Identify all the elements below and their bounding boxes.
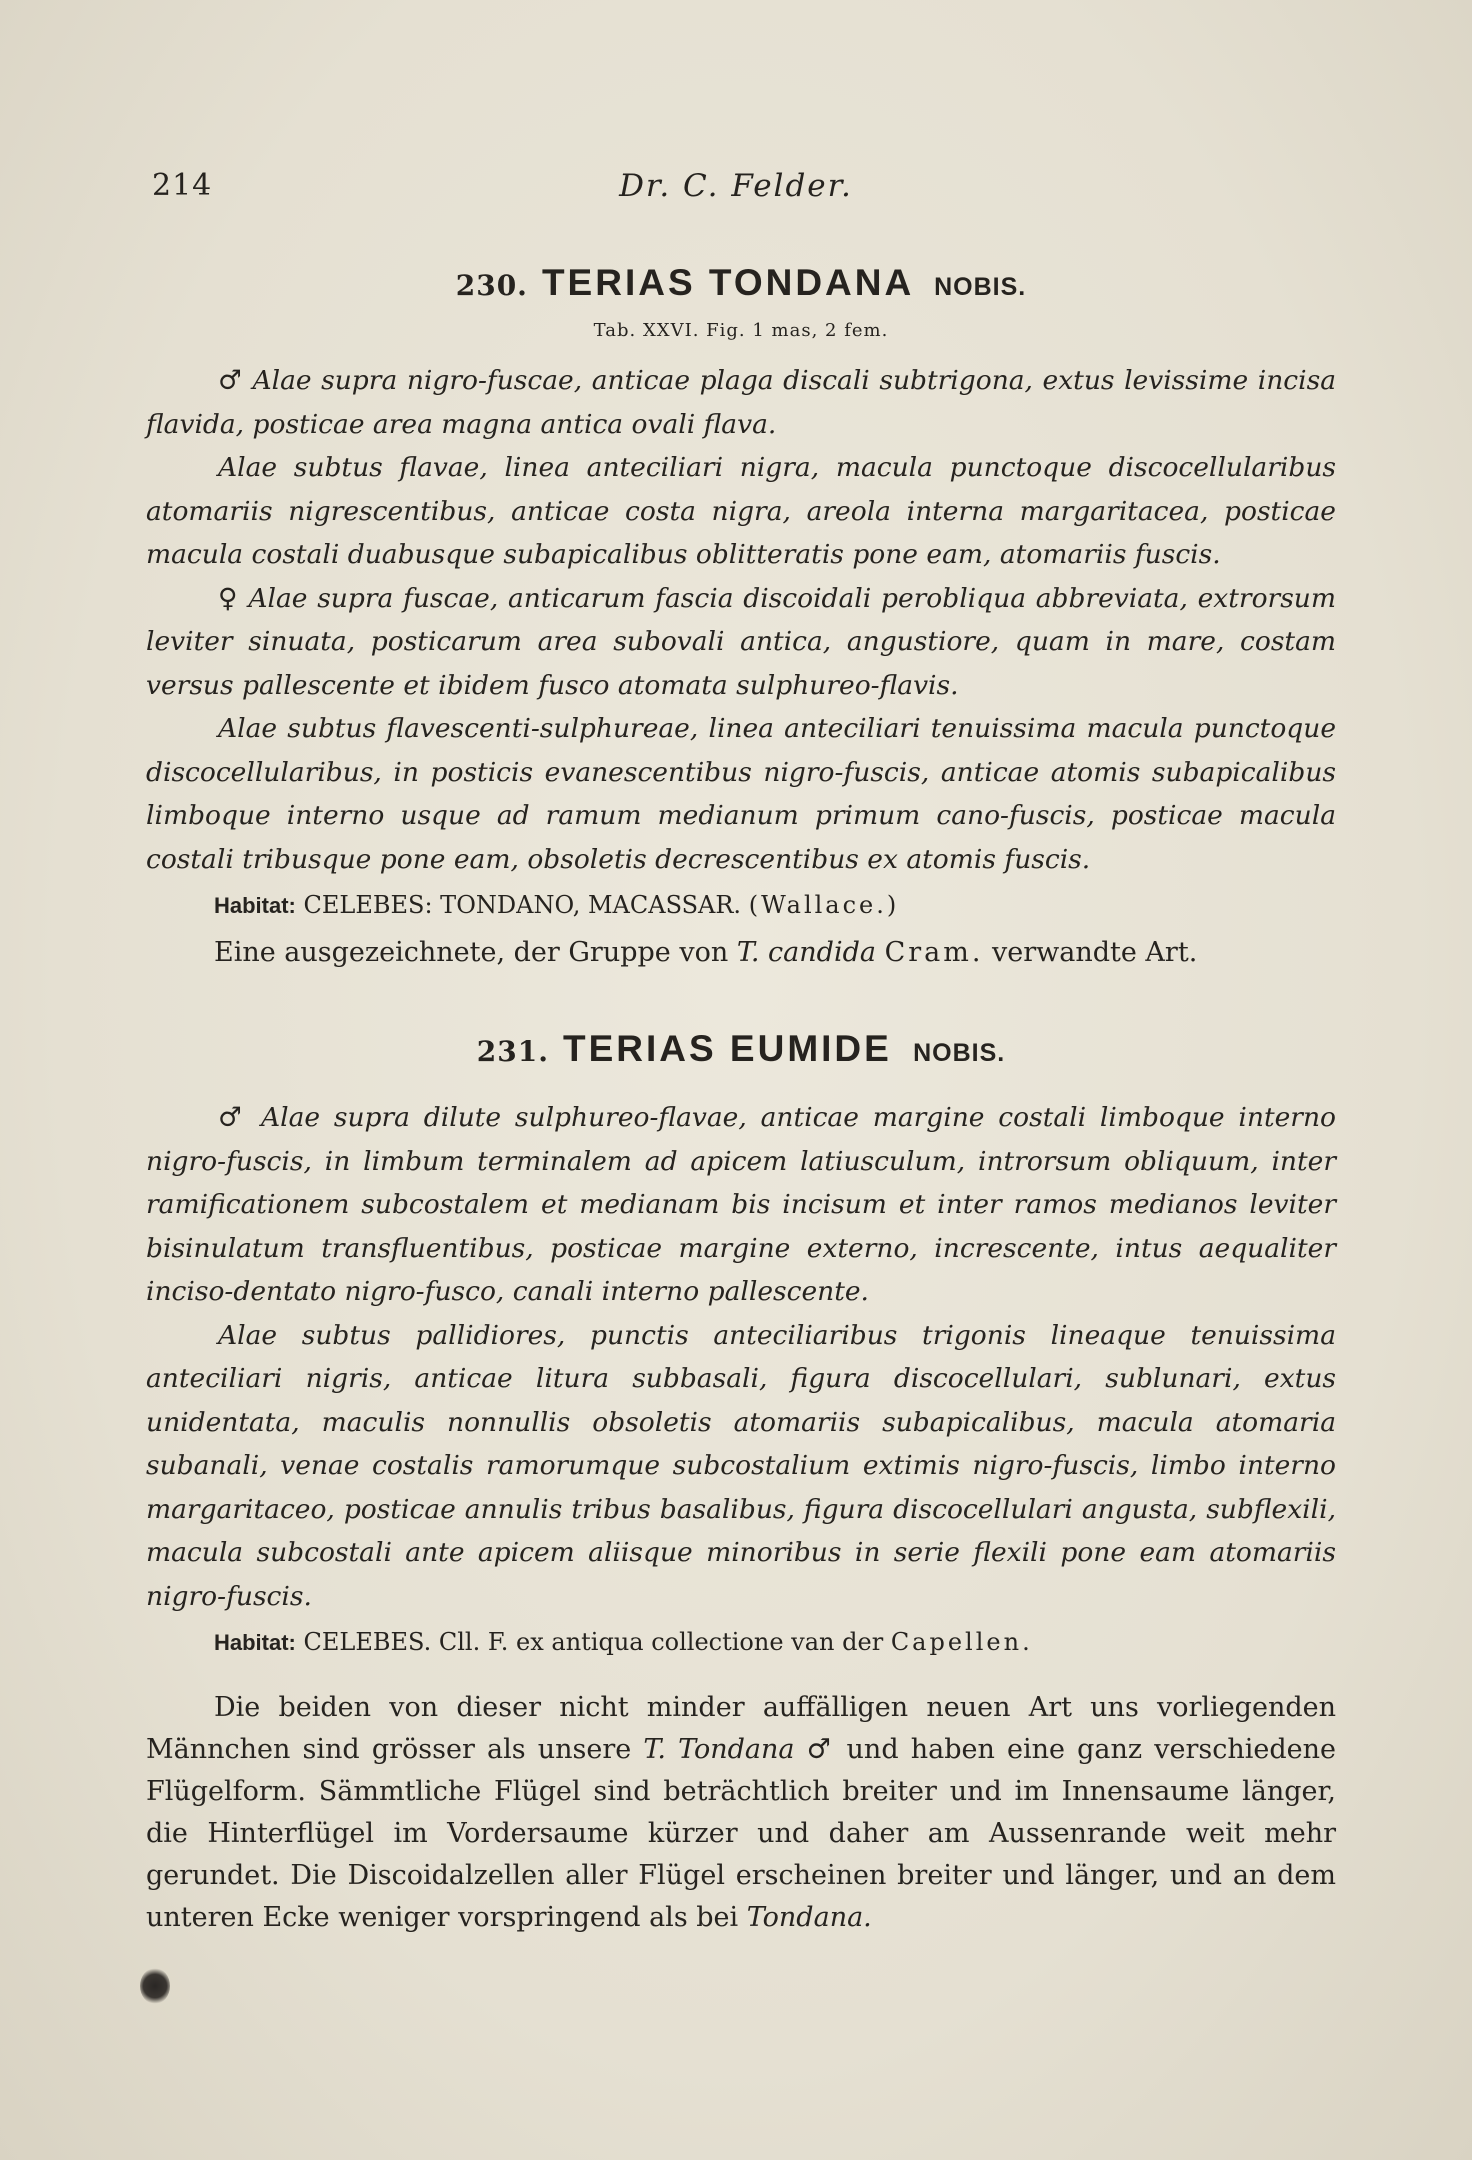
species-heading-231 (146, 1028, 1336, 1070)
species-number: 230. (455, 269, 528, 302)
species-author: NOBIS. (934, 273, 1027, 301)
habitat-text: CELEBES. Cll. F. ex antiqua collectione van der (303, 1628, 884, 1656)
description-male-upper: ♂ Alae supra dilute sulphureo-flavae, anticae margine costali limboque interno nigro-fuscis, in limbum terminalem ad apicem latiusculum, introrsum obliquum, inter ramificationem subcostalem et medianam bis incisum et inter ramos medianos leviter bisinulatum transfluentibus, posticae margine externo, increscente, intus aequaliter inciso-dentato nigro-fusco, canali interno pallescente. (146, 1102, 1336, 1307)
species-number: 231. (476, 1035, 549, 1068)
note-text-continued: ♂ und haben eine ganz verschiedene Flügelform. Sämmtliche Flügel sind beträchtlich breiter und im Innensaume länger, die Hinterflügel im Vordersaume kürzer und daher am Aussenrande weit mehr gerundet. Die Discoidalzellen aller Flügel erscheinen breiter und länger, und an dem unteren Ecke weniger vorspringend als bei (146, 1734, 1336, 1933)
running-head (0, 168, 1472, 218)
note-author: Cram. (884, 937, 984, 968)
page-number: 214 (152, 168, 213, 203)
running-title: Dr. C. Felder. (619, 168, 853, 204)
description-female-upper: ♀ Alae supra fuscae, anticarum fascia discoidali perobliqua abbreviata, extrorsum leviter sinuata, posticarum area subovali antica, angustiore, quam in mare, costam versus pallescente et ibidem fusco atomata sulphureo-flavis. (146, 582, 1336, 701)
species-heading-230 (146, 262, 1336, 304)
description-male-upper: ♂ Alae supra nigro-fuscae, anticae plaga discali subtrigona, extus levissime incisa flavida, posticae area magna antica ovali flava. (146, 365, 1336, 440)
habitat-label: Habitat: (214, 1630, 296, 1655)
note-231 (146, 1687, 1336, 1939)
description-female-under: Alae subtus flavescenti-sulphureae, linea anteciliari tenuissima macula punctoque discocellularibus, in posticis evanescentibus nigro-fuscis, anticae atomis subapicalibus limboque interno usque ad ramum medianum primum cano-fuscis, posticae macula costali tribusque pone eam, obsoletis decrescentibus ex atomis fuscis. (146, 713, 1336, 875)
note-text-end: verwandte Art. (983, 937, 1198, 968)
habitat-collector: (Wallace.) (748, 891, 900, 919)
species-name: TERIAS EUMIDE (562, 1028, 892, 1069)
note-species-ref: T. Tondana (643, 1734, 795, 1765)
note-230 (146, 932, 1336, 974)
ink-blot (140, 1968, 170, 2004)
habitat-230 (214, 885, 1336, 926)
note-text: Die beiden von dieser nicht minder auffälligen neuen Art uns vorliegenden Männchen sind grösser als unsere (146, 1692, 1336, 1765)
habitat-label: Habitat: (214, 893, 296, 918)
habitat-text: CELEBES: TONDANO, MACASSAR. (303, 891, 742, 919)
note-compare-ref: Tondana. (746, 1902, 872, 1933)
species-name: TERIAS TONDANA (541, 262, 913, 303)
habitat-231 (214, 1622, 1336, 1663)
page-body (146, 262, 1336, 1939)
plate-reference: Tab. XXVI. Fig. 1 mas, 2 fem. (593, 320, 889, 341)
description-male-under: Alae subtus flavae, linea anteciliari nigra, macula punctoque discocellularibus atomariis nigrescentibus, anticae costa nigra, areola interna margaritacea, posticae macula costali duabusque subapicalibus oblitteratis pone eam, atomariis fuscis. (146, 452, 1336, 570)
habitat-collector: Capellen. (890, 1628, 1033, 1656)
description-male-under: Alae subtus pallidiores, punctis anteciliaribus trigonis lineaque tenuissima anteciliari nigris, anticae litura subbasali, figura discocellulari, sublunari, extus unidentata, maculis nonnullis obsoletis atomariis subapicalibus, macula atomaria subanali, venae costalis ramorumque subcostalium extimis nigro-fuscis, limbo interno margaritaceo, posticae annulis tribus basalibus, figura discocellulari angusta, subflexili, macula subcostali ante apicem aliisque minoribus in serie flexili pone eam atomariis nigro-fuscis. (146, 1319, 1336, 1612)
note-text: Eine ausgezeichnete, der Gruppe von (214, 937, 737, 968)
species-author: NOBIS. (913, 1039, 1006, 1067)
note-species-ref: T. candida (736, 937, 876, 968)
